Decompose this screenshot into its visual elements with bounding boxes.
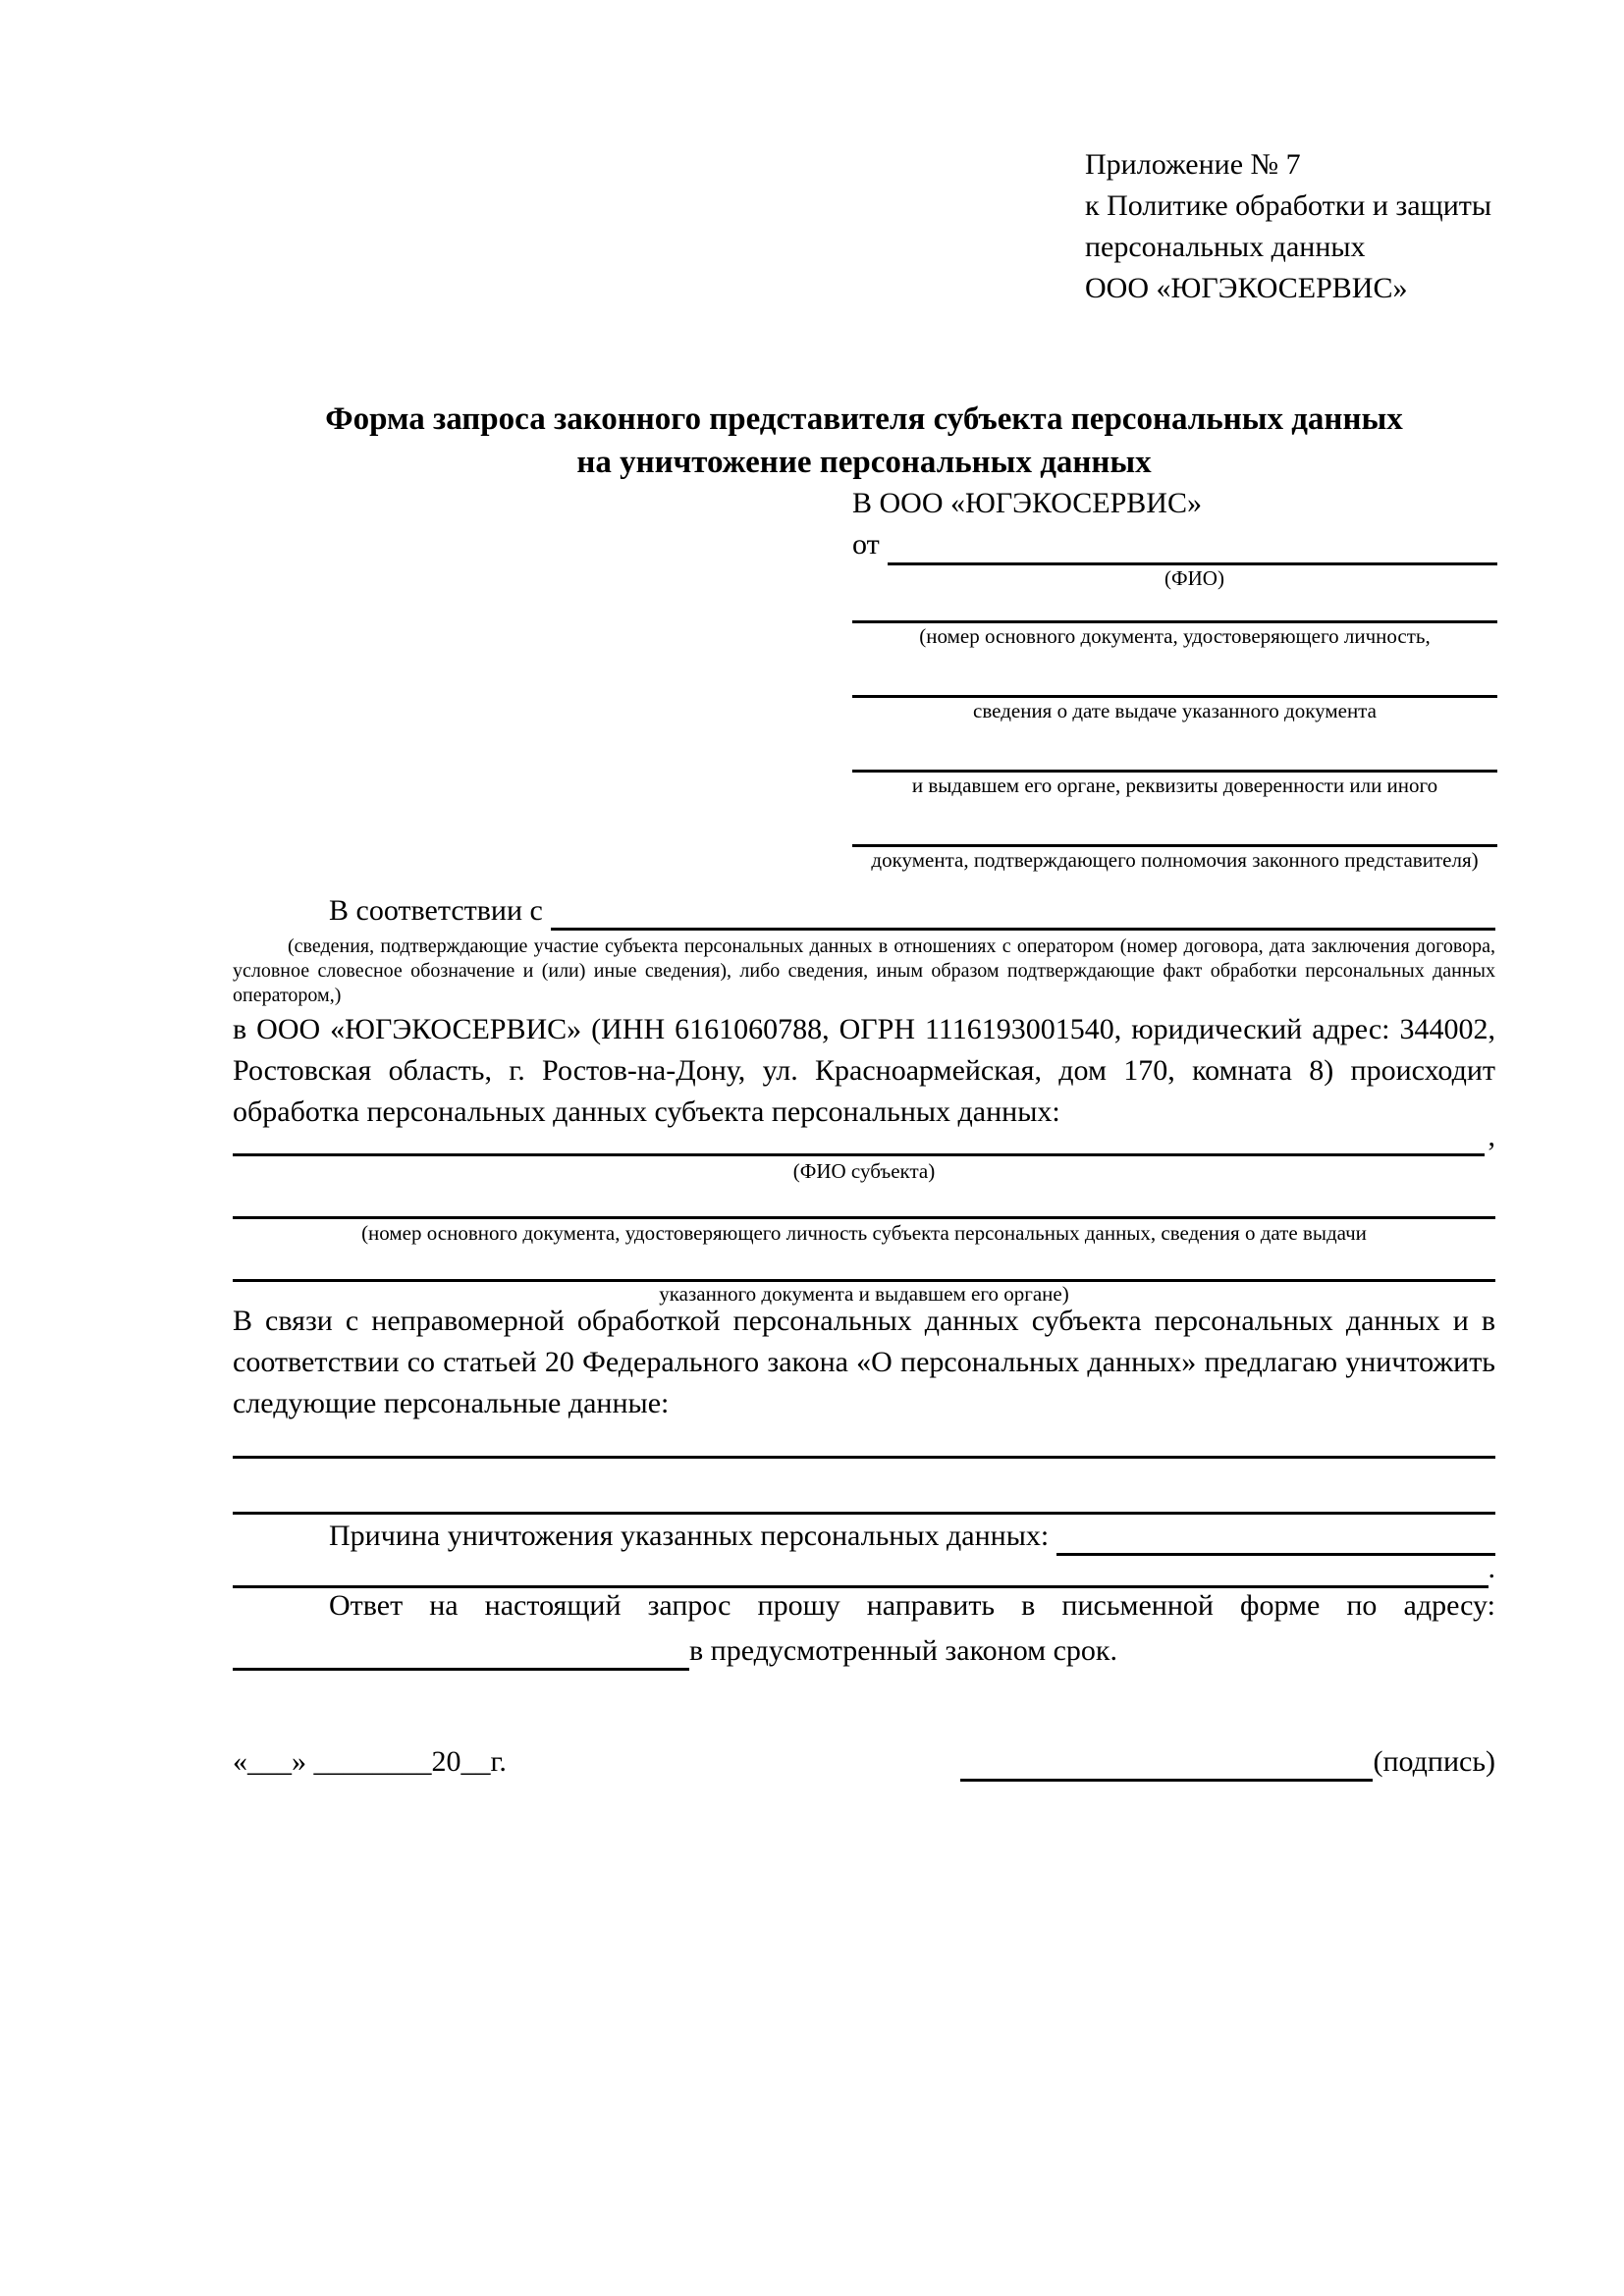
address-blank-line: [233, 1638, 689, 1671]
response-tail-row: [233, 1631, 1495, 1671]
appendix-line-4: ООО «ЮГЭКОСЕРВИС»: [1085, 272, 1408, 304]
reason-label: Причина уничтожения указанных персональных данных:: [329, 1520, 1050, 1552]
addressee-block: [852, 483, 1497, 873]
signature-caption: (подпись): [1373, 1745, 1495, 1778]
reason-continuation-line: [233, 1556, 1489, 1588]
representative-doc-blank-line-2: [852, 649, 1497, 698]
representative-doc-blank-line-1: [852, 591, 1497, 623]
period: .: [1488, 1552, 1495, 1584]
fio-caption: (ФИО): [1164, 566, 1224, 590]
representative-doc-blank-line-3: [852, 723, 1497, 773]
operator-paragraph: в ООО «ЮГЭКОСЕРВИС» (ИНН 6161060788, ОГРН 1116193001540, юридический адрес: 344002, Ростовская область, г. Ростов-на-Дону, ул. Красноармейская, дом 170, комната 8) происходит обработка персональных данных субъекта персональных данных:: [233, 1013, 1495, 1128]
fio-subject-caption: (ФИО субъекта): [792, 1159, 936, 1183]
appendix-block: [1085, 144, 1507, 309]
reason-continuation-row: [233, 1549, 1511, 1588]
subject-name-row: [233, 1117, 1495, 1156]
accordance-row: [233, 891, 1495, 931]
from-blank-line: [888, 533, 1497, 565]
subject-doc-blank-line-1: [233, 1216, 1495, 1219]
representative-doc-caption-2: сведения о дате выдаче указанного документа: [973, 699, 1377, 722]
representative-doc-blank-line-4: [852, 798, 1497, 847]
appendix-line-1: Приложение № 7: [1085, 148, 1301, 181]
representative-doc-caption-1: (номер основного документа, удостоверяющего личность,: [919, 624, 1431, 648]
response-paragraph: [233, 1585, 1495, 1627]
representative-doc-caption-4: документа, подтверждающего полномочия законного представителя): [871, 848, 1479, 872]
destruction-request-paragraph: В связи с неправомерной обработкой персональных данных субъекта персональных данных и в соответствии со статьей 20 Федерального закона «О персональных данных» предлагаю уничтожить следующие персональные данные:: [233, 1305, 1495, 1419]
data-blank-line-1: [233, 1456, 1495, 1459]
title-line-2: на уничтожение персональных данных: [576, 445, 1152, 480]
from-row: [852, 524, 1497, 565]
appendix-line-3: персональных данных: [1085, 231, 1366, 263]
fine-print: (сведения, подтверждающие участие субъекта персональных данных в отношениях с оператором (номер договора, дата заключения договора, условное словесное обозначение и (или) иные сведения), либо сведения, иным образом подтверждающие факт обработки персональных данных оператором,): [233, 935, 1495, 1006]
accordance-blank-line: [551, 898, 1495, 931]
appendix-line-2: к Политике обработки и защиты: [1085, 189, 1492, 222]
subject-doc-caption-2: указанного документа и выдавшем его органе): [659, 1282, 1069, 1306]
organization-name: В ООО «ЮГЭКОСЕРВИС»: [852, 487, 1202, 519]
from-label: от: [852, 528, 880, 561]
accordance-lead: В соответствии с: [329, 894, 543, 927]
response-tail: в предусмотренный законом срок.: [689, 1634, 1117, 1667]
signature-group: [960, 1742, 1495, 1782]
date-blank: «___» ________20__г.: [233, 1745, 507, 1778]
document-title: [233, 398, 1495, 484]
response-text: Ответ на настоящий запрос прошу направить в письменной форме по адресу:: [329, 1589, 1495, 1622]
data-blank-line-2: [233, 1512, 1495, 1515]
footer-row: [233, 1742, 1495, 1782]
subject-name-blank-line: [233, 1124, 1485, 1156]
title-line-1: Форма запроса законного представителя субъекта персональных данных: [325, 401, 1403, 437]
comma: ,: [1488, 1120, 1495, 1152]
signature-blank-line: [960, 1749, 1373, 1782]
representative-doc-caption-3: и выдавшем его органе, реквизиты доверенности или иного: [911, 774, 1438, 797]
subject-doc-caption-1: (номер основного документа, удостоверяющего личность субъекта персональных данных, сведения о дате выдачи: [361, 1221, 1367, 1245]
